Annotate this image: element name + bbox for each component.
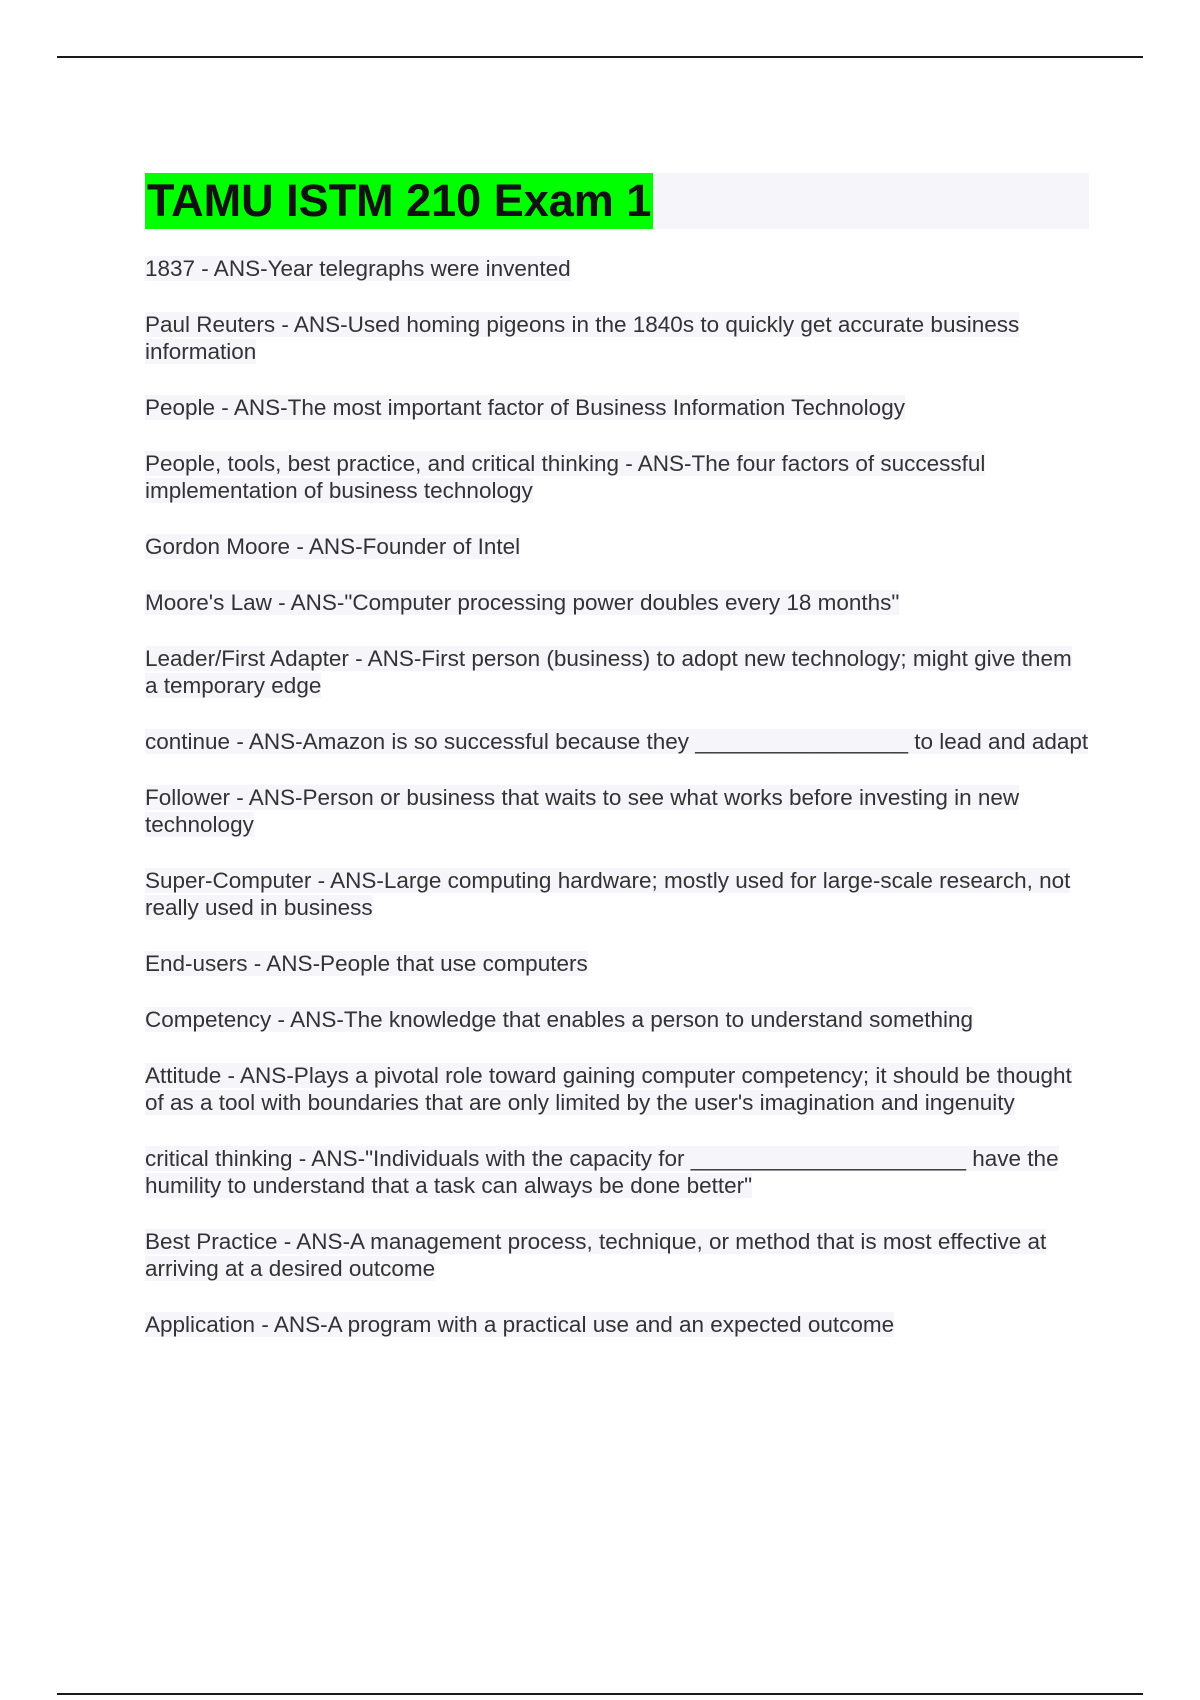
qa-item: [145, 589, 1089, 616]
qa-item-text: critical thinking - ANS-"Individuals with the capacity for ______________________ have the humility to understand that a task can always be done better": [145, 1146, 1059, 1198]
qa-item-text: Leader/First Adapter - ANS-First person (business) to adopt new technology; might give them a temporary edge: [145, 646, 1072, 698]
qa-item: [145, 255, 1089, 282]
document-title: TAMU ISTM 210 Exam 1: [145, 173, 653, 229]
qa-item: [145, 1311, 1089, 1338]
qa-item-text: Attitude - ANS-Plays a pivotal role toward gaining computer competency; it should be thought of as a tool with boundaries that are only limited by the user's imagination and ingenuity: [145, 1063, 1072, 1115]
qa-item-text: Moore's Law - ANS-"Computer processing power doubles every 18 months": [145, 590, 900, 615]
qa-item-text: Super-Computer - ANS-Large computing hardware; mostly used for large-scale research, not really used in business: [145, 868, 1071, 920]
footer-rule: [57, 1693, 1143, 1695]
qa-item: [145, 533, 1089, 560]
qa-item-text: People, tools, best practice, and critical thinking - ANS-The four factors of successful implementation of business technology: [145, 451, 986, 503]
qa-item-text: Follower - ANS-Person or business that waits to see what works before investing in new technology: [145, 785, 1020, 837]
qa-list: [145, 255, 1089, 1338]
qa-item: [145, 645, 1089, 699]
qa-item: [145, 394, 1089, 421]
qa-item: [145, 950, 1089, 977]
qa-item-text: continue - ANS-Amazon is so successful because they _________________ to lead and adapt: [145, 729, 1089, 754]
qa-item: [145, 311, 1089, 365]
qa-item: [145, 450, 1089, 504]
qa-item: [145, 784, 1089, 838]
qa-item-text: Best Practice - ANS-A management process, technique, or method that is most effective at arriving at a desired outcome: [145, 1229, 1047, 1281]
document-body: [145, 173, 1089, 1367]
qa-item: [145, 1228, 1089, 1282]
qa-item: [145, 1145, 1089, 1199]
qa-item-text: Application - ANS-A program with a practical use and an expected outcome: [145, 1312, 895, 1337]
qa-item: [145, 728, 1089, 755]
qa-item-text: Paul Reuters - ANS-Used homing pigeons in the 1840s to quickly get accurate business information: [145, 312, 1020, 364]
header-rule: [57, 56, 1143, 58]
title-band: [145, 173, 1089, 229]
qa-item-text: People - ANS-The most important factor of Business Information Technology: [145, 395, 905, 420]
qa-item: [145, 867, 1089, 921]
qa-item-text: Gordon Moore - ANS-Founder of Intel: [145, 534, 521, 559]
qa-item: [145, 1006, 1089, 1033]
qa-item-text: 1837 - ANS-Year telegraphs were invented: [145, 256, 571, 281]
qa-item-text: End-users - ANS-People that use computers: [145, 951, 588, 976]
qa-item-text: Competency - ANS-The knowledge that enables a person to understand something: [145, 1007, 973, 1032]
qa-item: [145, 1062, 1089, 1116]
